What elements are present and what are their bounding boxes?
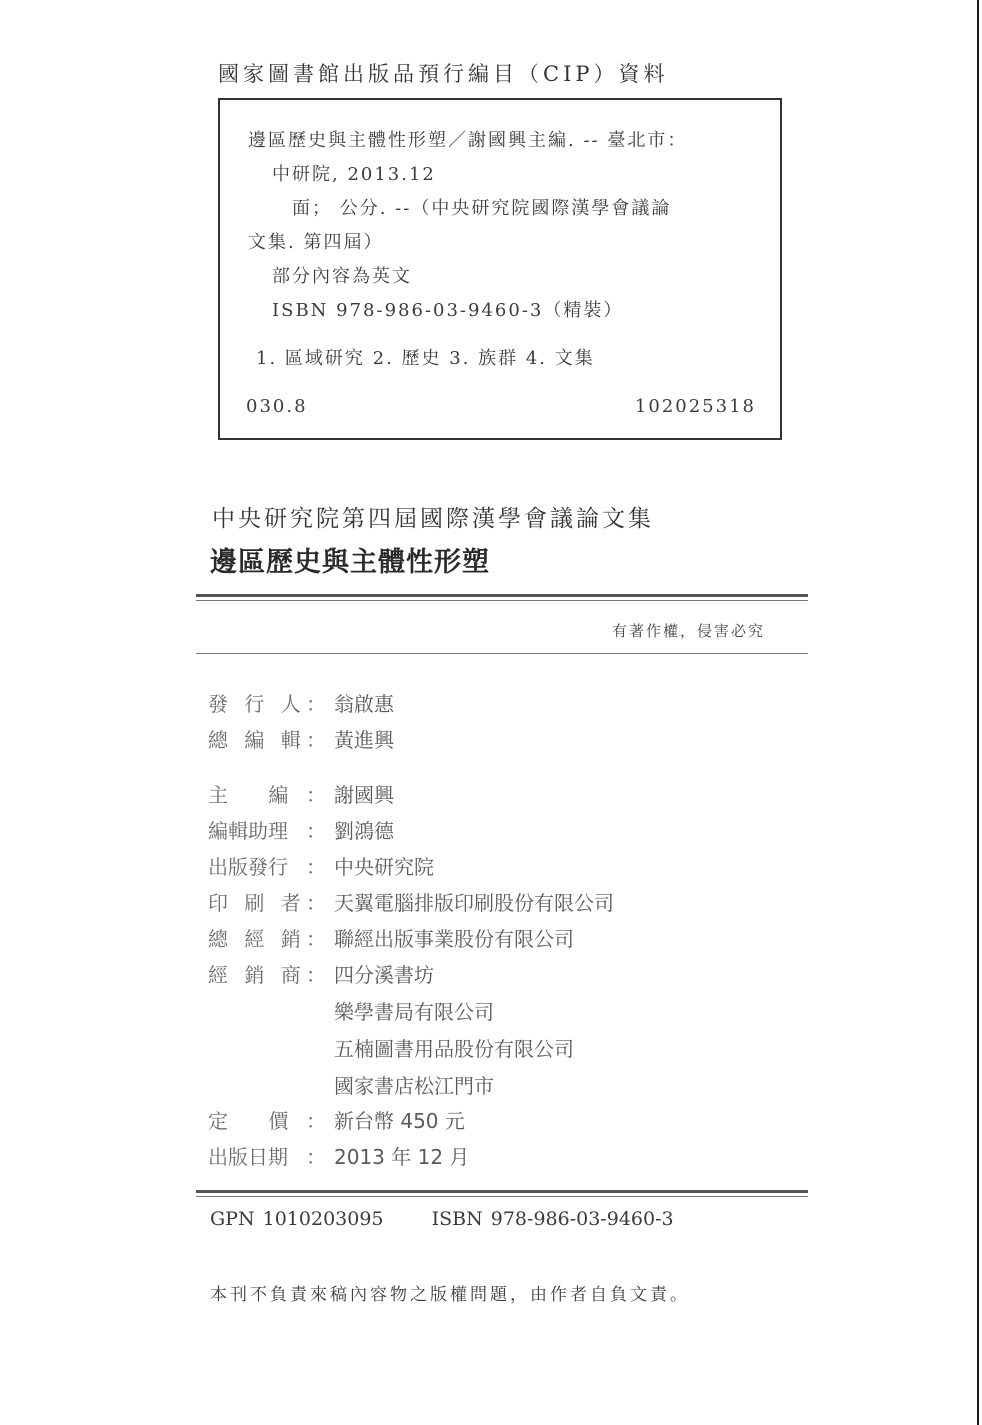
divider-mid <box>196 653 808 654</box>
credit-colon: ： <box>306 855 326 879</box>
credit-value-printer: 天翼電腦排版印刷股份有限公司 <box>334 891 614 915</box>
credit-label-publication-date: 出版日期 <box>208 1145 288 1169</box>
credit-colon: ： <box>306 891 326 915</box>
credit-value-distributor: 國家書店松江門市 <box>334 1074 494 1098</box>
cip-line-title: 邊區歷史與主體性形塑／謝國興主編. -- 臺北市： <box>248 130 688 151</box>
gpn-number: GPN 1010203095 <box>210 1208 384 1230</box>
credit-value-distributor: 五楠圖書用品股份有限公司 <box>334 1037 574 1061</box>
credit-value-issuer: 中央研究院 <box>334 855 434 879</box>
cip-header: 國家圖書館出版品預行編目（CIP）資料 <box>218 62 669 86</box>
cip-line-physical: 面； 公分. --（中央研究院國際漢學會議論 <box>292 198 672 219</box>
credit-label-editor: 主 編 <box>208 783 289 807</box>
copyright-notice: 有著作權，侵害必究 <box>612 622 766 640</box>
credit-value-general-distributor: 聯經出版事業股份有限公司 <box>334 927 574 951</box>
cip-record-box <box>218 98 782 440</box>
cip-line-publisher: 中研院, 2013.12 <box>272 164 436 185</box>
credit-colon: ： <box>306 783 326 807</box>
credit-colon: ： <box>306 728 326 752</box>
divider-bottom-thick <box>196 1190 808 1193</box>
cip-record-number: 102025318 <box>634 396 756 417</box>
cip-line-note: 部分內容為英文 <box>272 266 412 287</box>
credit-value-editor: 謝國興 <box>334 783 394 807</box>
credit-value-publication-date: 2013 年 12 月 <box>334 1145 470 1169</box>
credit-label-editorial-assistant: 編輯助理 <box>208 819 288 843</box>
page-edge-line <box>977 0 979 1425</box>
credit-label-distributors: 經 銷 商 <box>208 963 306 987</box>
credit-value-price: 新台幣 450 元 <box>334 1109 465 1133</box>
cip-class-number: 030.8 <box>246 396 308 417</box>
credit-value-publisher: 翁啟惠 <box>334 692 394 716</box>
divider-top-thick <box>196 594 808 597</box>
credit-label-printer: 印 刷 者 <box>208 891 306 915</box>
credit-label-issuer: 出版發行 <box>208 855 288 879</box>
credit-colon: ： <box>306 963 326 987</box>
credit-value-distributor: 樂學書局有限公司 <box>334 1000 494 1024</box>
credit-label-publisher: 發 行 人 <box>208 692 306 716</box>
cip-line-series: 文集. 第四屆） <box>248 232 384 253</box>
credit-label-general-distributor: 總 經 銷 <box>208 927 306 951</box>
credit-colon: ： <box>306 692 326 716</box>
cip-line-isbn: ISBN 978-986-03-9460-3（精裝） <box>272 300 624 321</box>
book-title: 邊區歷史與主體性形塑 <box>210 547 490 578</box>
isbn-number: ISBN 978-986-03-9460-3 <box>431 1208 674 1230</box>
divider-bottom-thin <box>196 1196 808 1197</box>
series-title: 中央研究院第四屆國際漢學會議論文集 <box>212 506 654 532</box>
disclaimer: 本刊不負責來稿內容物之版權問題，由作者自負文責。 <box>210 1285 690 1305</box>
credit-colon: ： <box>306 819 326 843</box>
credit-colon: ： <box>306 927 326 951</box>
credit-label-editor-in-chief: 總 編 輯 <box>208 728 306 752</box>
credit-colon: ： <box>306 1109 326 1133</box>
divider-top-thin <box>196 600 808 601</box>
credit-colon: ： <box>306 1145 326 1169</box>
cip-line-subjects: 1. 區域研究 2. 歷史 3. 族群 4. 文集 <box>256 348 595 369</box>
credit-value-distributor: 四分溪書坊 <box>334 963 434 987</box>
credit-label-price: 定 價 <box>208 1109 289 1133</box>
footer-identifiers <box>210 1208 674 1230</box>
credit-value-editor-in-chief: 黃進興 <box>334 728 394 752</box>
credit-value-editorial-assistant: 劉鴻德 <box>334 819 394 843</box>
